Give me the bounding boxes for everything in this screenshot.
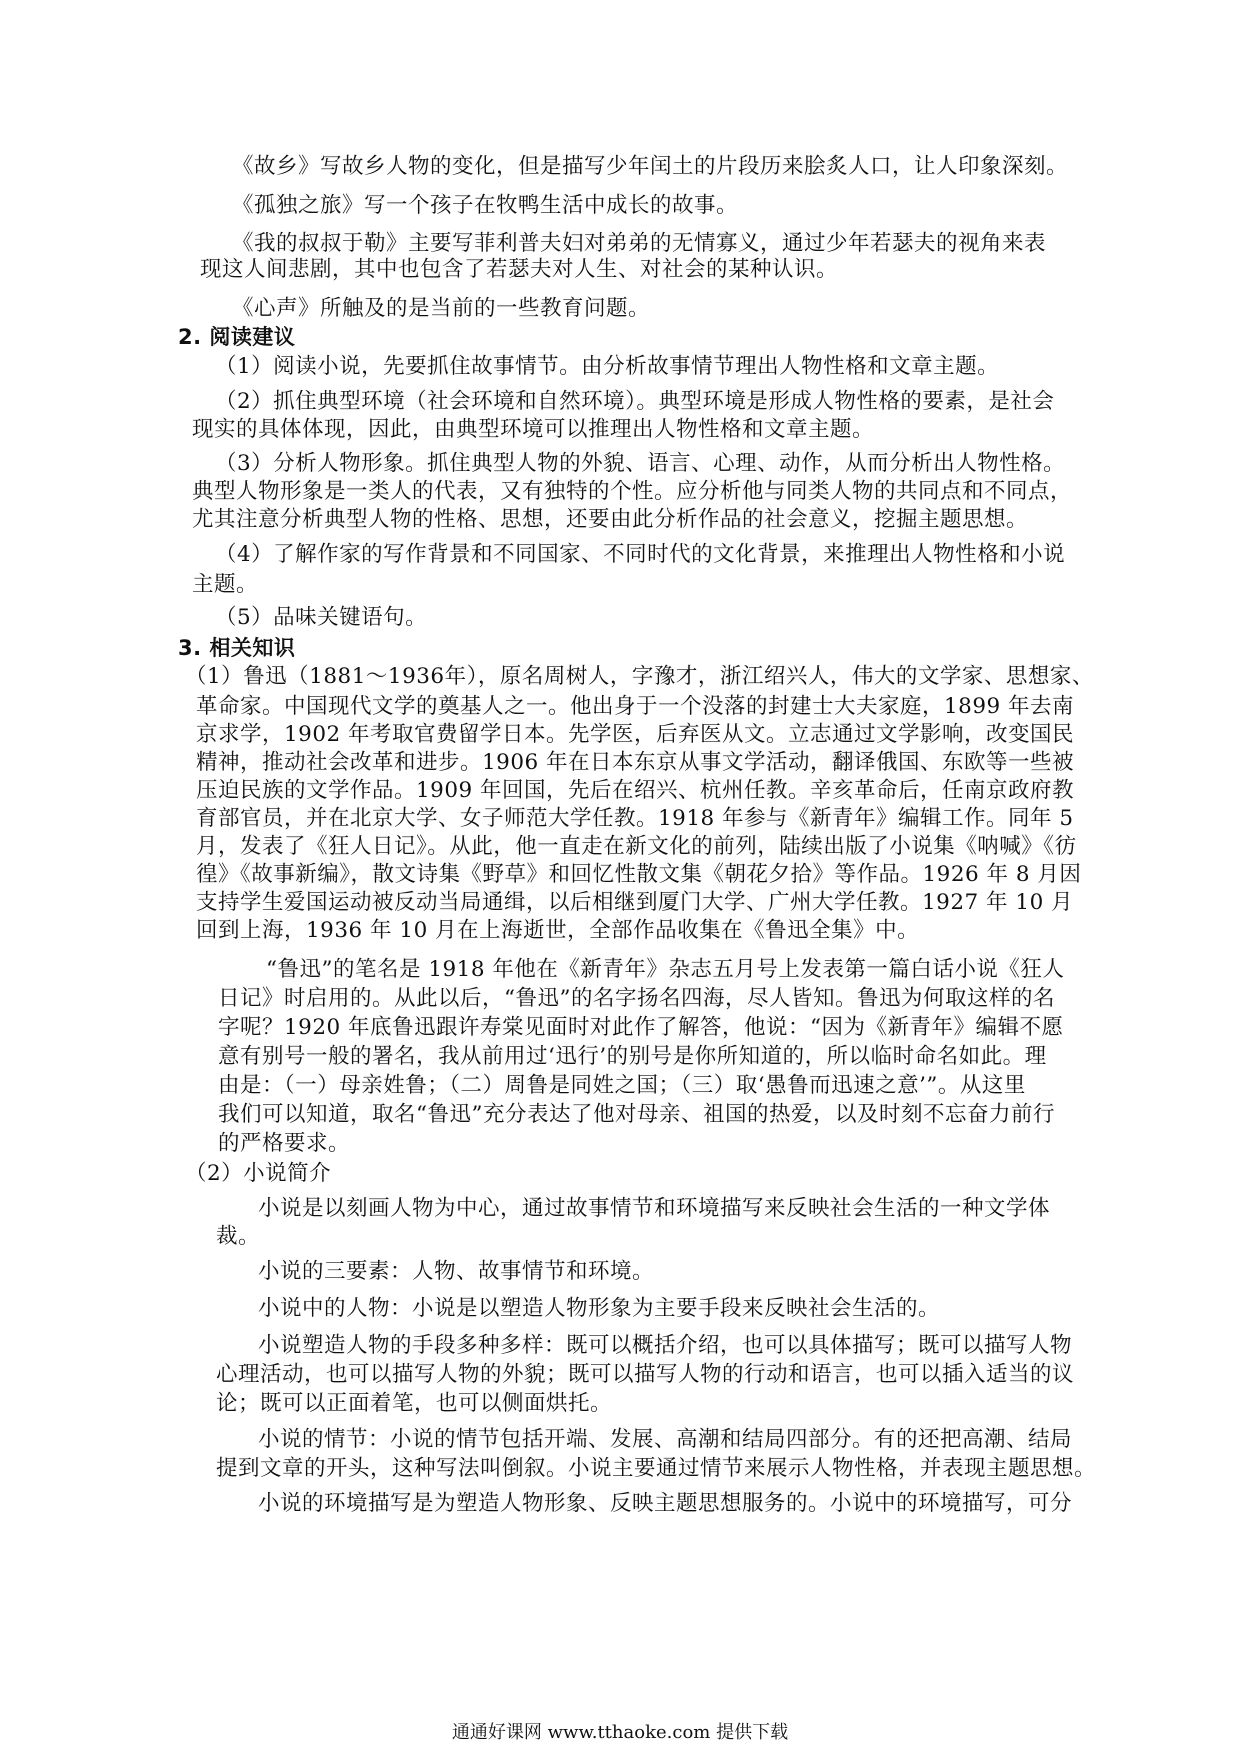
text-line: （1）阅读小说，先要抓住故事情节。由分析故事情节理出人物性格和文章主题。 [215, 354, 1000, 379]
text-line: （2）抓住典型环境（社会环境和自然环境）。典型环境是形成人物性格的要素，是社会 [215, 389, 1055, 414]
text-line: 回到上海，1936 年 10 月在上海逝世，全部作品收集在《鲁迅全集》中。 [196, 918, 920, 943]
text-line: 我们可以知道，取名“鲁迅”充分表达了他对母亲、祖国的热爱，以及时刻不忘奋力前行 [218, 1102, 1055, 1127]
text-line: 小说的情节：小说的情节包括开端、发展、高潮和结局四部分。有的还把高潮、结局 [258, 1427, 1073, 1452]
text-line: 意有别号一般的署名，我从前用过‘迅行’的别号是你所知道的，所以临时命名如此。理 [218, 1044, 1047, 1069]
text-line: （1）鲁迅（1881～1936年），原名周树人，字豫才，浙江绍兴人，伟大的文学家、思想家、 [185, 664, 1094, 689]
text-line: 提到文章的开头，这种写法叫倒叙。小说主要通过情节来展示人物性格，并表现主题思想。 [216, 1456, 1097, 1481]
text-line: 心理活动，也可以描写人物的外貌；既可以描写人物的行动和语言，也可以插入适当的议 [216, 1362, 1075, 1387]
text-line: 现这人间悲剧，其中也包含了若瑟夫对人生、对社会的某种认识。 [200, 257, 839, 282]
text-line: 裁。 [216, 1224, 261, 1249]
text-line: （4）了解作家的写作背景和不同国家、不同时代的文化背景，来推理出人物性格和小说 [215, 542, 1066, 567]
text-line: 育部官员，并在北京大学、女子师范大学任教。1918 年参与《新青年》编辑工作。同年 5 [196, 806, 1074, 831]
text-line: 压迫民族的文学作品。1909 年回国，先后在绍兴、杭州任教。辛亥革命后，任南京政府教 [196, 778, 1075, 803]
text-line: （5）品味关键语句。 [215, 605, 428, 630]
text-line: 《我的叔叔于勒》主要写菲利普夫妇对弟弟的无情寡义，通过少年若瑟夫的视角来表 [232, 231, 1047, 256]
page-footer: 通通好课网 www.tthaoke.com 提供下载 [451, 1722, 789, 1743]
text-line: 小说塑造人物的手段多种多样：既可以概括介绍，也可以具体描写；既可以描写人物 [258, 1333, 1073, 1358]
section-heading: 2. 阅读建议 [178, 325, 296, 349]
text-line: 主题。 [192, 572, 259, 597]
text-line: 日记》时启用的。从此以后，“鲁迅”的名字扬名四海，尽人皆知。鲁迅为何取这样的名 [218, 986, 1055, 1011]
text-line: “鲁迅”的笔名是 1918 年他在《新青年》杂志五月号上发表第一篇白话小说《狂人 [266, 957, 1065, 982]
section-heading: 3. 相关知识 [178, 636, 296, 660]
text-line: 现实的具体体现，因此，由典型环境可以推理出人物性格和文章主题。 [192, 417, 875, 442]
text-line: 精神，推动社会改革和进步。1906 年在日本东京从事文学活动，翻译俄国、东欧等一些被 [196, 750, 1075, 775]
text-line: 典型人物形象是一类人的代表，又有独特的个性。应分析他与同类人物的共同点和不同点， [192, 479, 1073, 504]
text-line: 小说的环境描写是为塑造人物形象、反映主题思想服务的。小说中的环境描写，可分 [258, 1491, 1073, 1516]
text-line: 的严格要求。 [218, 1131, 351, 1156]
text-line: 论；既可以正面着笔，也可以侧面烘托。 [216, 1391, 613, 1416]
text-line: 由是：（一）母亲姓鲁；（二）周鲁是同姓之国；（三）取‘愚鲁而迅速之意’”。从这里 [218, 1073, 1026, 1098]
text-line: 徨》《故事新编》，散文诗集《野草》和回忆性散文集《朝花夕拾》等作品。1926 年 8 月因 [196, 862, 1082, 887]
text-line: 小说中的人物：小说是以塑造人物形象为主要手段来反映社会生活的。 [258, 1296, 941, 1321]
text-line: 尤其注意分析典型人物的性格、思想，还要由此分析作品的社会意义，挖掘主题思想。 [192, 507, 1029, 532]
text-line: （3）分析人物形象。抓住典型人物的外貌、语言、心理、动作，从而分析出人物性格。 [215, 451, 1066, 476]
text-line: 支持学生爱国运动被反动当局通缉，以后相继到厦门大学、广州大学任教。1927 年 10 月 [196, 890, 1074, 915]
text-line: 京求学，1902 年考取官费留学日本。先学医，后弃医从文。立志通过文学影响，改变国民 [196, 722, 1075, 747]
text-line: 字呢？1920 年底鲁迅跟许寿棠见面时对此作了解答，他说：“因为《新青年》编辑不愿 [218, 1015, 1064, 1040]
text-line: 《故乡》写故乡人物的变化，但是描写少年闰土的片段历来脍炙人口，让人印象深刻。 [232, 154, 1069, 179]
text-line: （2）小说简介 [185, 1161, 332, 1186]
text-line: 月，发表了《狂人日记》。从此，他一直走在新文化的前列，陆续出版了小说集《呐喊》《彷 [196, 834, 1077, 859]
text-line: 小说的三要素：人物、故事情节和环境。 [258, 1259, 655, 1284]
text-line: 小说是以刻画人物为中心，通过故事情节和环境描写来反映社会生活的一种文学体 [258, 1196, 1051, 1221]
text-line: 《孤独之旅》写一个孩子在牧鸭生活中成长的故事。 [232, 193, 739, 218]
text-line: 《心声》所触及的是当前的一些教育问题。 [232, 296, 651, 321]
text-line: 革命家。中国现代文学的奠基人之一。他出身于一个没落的封建士大夫家庭，1899 年去南 [196, 694, 1075, 719]
